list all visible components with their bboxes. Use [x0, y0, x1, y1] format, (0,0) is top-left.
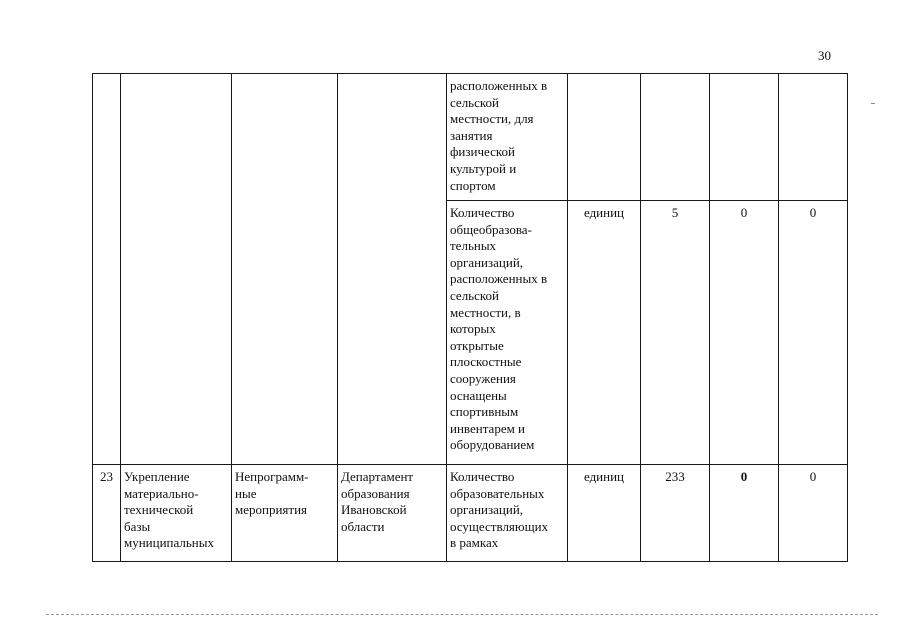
cell-indicator	[447, 465, 568, 562]
value-1-text: 5	[671, 205, 679, 220]
cell-unit	[568, 201, 641, 465]
cell-indicator	[447, 201, 568, 465]
cell-type	[232, 465, 338, 562]
cell-unit	[568, 465, 641, 562]
page-number: 30	[818, 48, 831, 63]
cell-indicator	[447, 74, 568, 201]
cell-number	[93, 465, 121, 562]
executor-text: Департамент образования Ивановской области	[341, 469, 414, 534]
cell-value-1	[641, 465, 710, 562]
cell-executor	[338, 465, 447, 562]
cell-unit	[568, 74, 641, 201]
cell-value-1	[641, 74, 710, 201]
cell-value-2	[710, 201, 779, 465]
program-measures-table	[92, 73, 848, 562]
value-2-text: 0	[740, 469, 748, 484]
indicator-text: Количество общеобразова- тельных организаций, расположенных в сельской местности, в которых открытые плоскостные сооружения оснащены спортивным инвентарем и оборудованием	[450, 205, 548, 453]
indicator-text: расположенных в сельской местности, для занятия физической культурой и спортом	[450, 78, 548, 193]
row-number-text: 23	[100, 469, 113, 484]
unit-text: единиц	[583, 469, 625, 484]
cell-type-empty	[232, 74, 338, 465]
margin-mark	[871, 103, 875, 104]
table-row-23	[93, 465, 848, 562]
cell-value-3	[779, 74, 848, 201]
value-3-text: 0	[809, 205, 817, 220]
cell-value-1	[641, 201, 710, 465]
table-row-continuation-1	[93, 74, 848, 201]
cell-name-empty	[121, 74, 232, 465]
cell-value-2	[710, 465, 779, 562]
measure-name-text: Укрепление материально- технической базы муниципальных	[124, 469, 215, 551]
cell-number-empty	[93, 74, 121, 465]
cell-name	[121, 465, 232, 562]
cell-executor-empty	[338, 74, 447, 465]
indicator-text: Количество образовательных организаций, осуществляющих в рамках	[450, 469, 549, 551]
value-3-text: 0	[809, 469, 817, 484]
value-1-text: 233	[665, 469, 685, 484]
cell-value-2	[710, 74, 779, 201]
cell-value-3	[779, 465, 848, 562]
measure-type-text: Непрограмм- ные мероприятия	[235, 469, 309, 518]
scan-artifact-line	[46, 614, 878, 615]
cell-value-3	[779, 201, 848, 465]
unit-text: единиц	[583, 205, 625, 220]
value-2-text: 0	[740, 205, 748, 220]
